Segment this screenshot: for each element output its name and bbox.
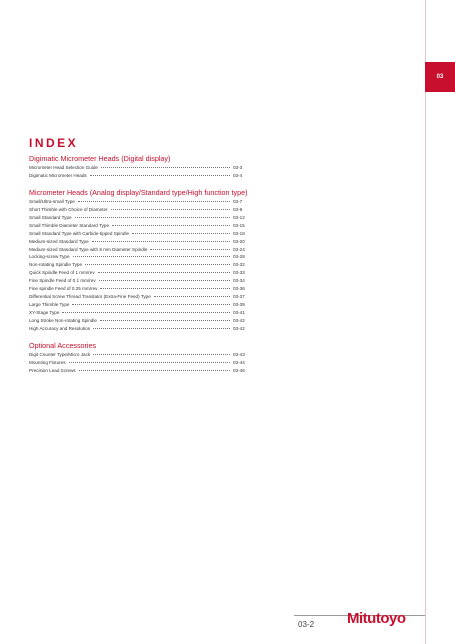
index-entry[interactable]	[29, 325, 247, 333]
entry-label: Mounting Fixtures	[29, 359, 66, 365]
entry-page: 03-7	[233, 198, 243, 204]
index-section	[29, 341, 247, 375]
index-entry[interactable]	[29, 359, 247, 367]
entry-page: 03-15	[233, 222, 245, 228]
dot-leader	[150, 249, 230, 250]
entry-label: Medium-sized Standard Type	[29, 238, 89, 244]
entry-page: 03-42	[233, 325, 245, 331]
section-title: Micrometer Heads (Analog display/Standard type/High function type)	[29, 187, 248, 197]
entry-label: XY-Stage Type	[29, 310, 60, 315]
entry-page: 03-46	[233, 367, 245, 373]
entry-label: Fine spindle Feed of 0.25 mm/rev	[29, 286, 98, 292]
dot-leader	[75, 217, 230, 218]
entry-label: Locking-screw Type	[29, 254, 70, 260]
dot-leader	[79, 370, 230, 371]
entry-label: Small Standard Type with Carbide-tipped Spindle	[29, 230, 130, 236]
entry-page: 03-24	[233, 246, 245, 252]
index-entry[interactable]	[29, 285, 247, 293]
entry-label: Differential Screw Thread Translator (Extra-Fine Feed) Type	[29, 294, 151, 300]
entry-page: 03-18	[233, 230, 245, 236]
index-entry[interactable]	[29, 301, 247, 309]
dot-leader	[112, 225, 230, 226]
index-entry[interactable]	[29, 367, 247, 375]
index-list	[29, 154, 247, 383]
entry-label: Micrometer Head Selection Guide	[29, 165, 98, 170]
dot-leader	[72, 304, 230, 305]
side-divider	[425, 0, 426, 644]
dot-leader	[90, 175, 230, 176]
entry-page: 03-33	[233, 270, 245, 276]
dot-leader	[98, 272, 230, 273]
index-entry[interactable]	[29, 253, 247, 261]
entry-label: High Accuracy and Resolution	[29, 325, 91, 331]
dot-leader	[154, 296, 230, 297]
entry-page: 03-34	[233, 278, 245, 284]
chapter-tab[interactable]	[425, 62, 455, 92]
entry-label: Medium-sized Standard Type with 8 mm Diameter Spindle	[29, 246, 148, 252]
index-entry[interactable]	[29, 246, 247, 254]
dot-leader	[69, 362, 230, 363]
entry-label: Small Standard Type	[29, 214, 72, 220]
index-entry[interactable]	[29, 214, 247, 222]
dot-leader	[78, 201, 230, 202]
entry-page: 03-20	[233, 238, 245, 244]
entry-label: Precision Lead Screws	[29, 367, 76, 373]
section-title: Digimatic Micrometer Heads (Digital display)	[29, 154, 171, 163]
dot-leader	[85, 264, 230, 265]
page-title: INDEX	[29, 136, 79, 150]
entry-label: Small Thimble Diameter Standard Type	[29, 222, 110, 228]
index-entry[interactable]	[29, 351, 247, 359]
brand-logo: Mitutoyo	[347, 610, 406, 627]
dot-leader	[73, 256, 230, 257]
chapter-tab-label: 03	[436, 74, 444, 80]
entry-page: 03-4	[233, 172, 243, 178]
index-entry[interactable]	[29, 222, 247, 230]
entry-page: 03-28	[233, 254, 245, 260]
entry-page: 03-42	[233, 317, 245, 323]
index-entry[interactable]	[29, 172, 247, 180]
index-section	[29, 188, 247, 333]
dot-leader	[93, 354, 230, 355]
page-number: 03-2	[298, 620, 315, 629]
entry-label: Fine Spindle Feed of 0.1 mm/rev	[29, 278, 96, 284]
index-section	[29, 154, 247, 180]
dot-leader	[100, 320, 230, 321]
index-entry[interactable]	[29, 198, 247, 206]
entry-page: 03-12	[233, 214, 245, 220]
entry-page: 03-43	[233, 351, 245, 357]
dot-leader	[111, 209, 230, 210]
entry-label: Long Stroke Non-rotating Spindle	[29, 317, 97, 323]
index-entry[interactable]	[29, 261, 247, 269]
index-entry[interactable]	[29, 206, 247, 214]
index-entry[interactable]	[29, 293, 247, 301]
index-entry[interactable]	[29, 317, 247, 325]
index-entry[interactable]	[29, 277, 247, 285]
index-entry[interactable]	[29, 238, 247, 246]
section-title: Optional Accessories	[29, 340, 97, 350]
entry-label: Small/Ultra-small Type	[29, 198, 75, 204]
entry-page: 03-44	[233, 359, 245, 365]
dot-leader	[99, 280, 230, 281]
dot-leader	[93, 328, 230, 329]
index-entry[interactable]	[29, 164, 247, 172]
entry-label: Digit Counter Type/Micro Jack	[29, 351, 91, 357]
entry-label: Quick Spindle Feed of 1 mm/rev	[29, 270, 95, 276]
entry-page: 03-9	[233, 206, 243, 212]
entry-label: Non-rotating Spindle Type	[29, 262, 83, 268]
dot-leader	[100, 288, 230, 289]
index-entry[interactable]	[29, 230, 247, 238]
dot-leader	[92, 241, 230, 242]
entry-page: 03-3	[233, 165, 243, 170]
dot-leader	[101, 167, 230, 168]
entry-page: 03-41	[233, 310, 245, 315]
dot-leader	[132, 233, 230, 234]
entry-page: 03-37	[233, 294, 245, 300]
index-entry[interactable]	[29, 309, 247, 317]
dot-leader	[62, 312, 230, 313]
entry-page: 03-39	[233, 302, 245, 308]
entry-page: 03-32	[233, 262, 245, 268]
entry-label: Digimatic Micrometer Heads	[29, 172, 87, 178]
entry-page: 03-36	[233, 286, 245, 292]
index-entry[interactable]	[29, 269, 247, 277]
entry-label: Short Thimble with Choice of Diameter	[29, 206, 108, 212]
entry-label: Large Thimble Type	[29, 302, 70, 308]
